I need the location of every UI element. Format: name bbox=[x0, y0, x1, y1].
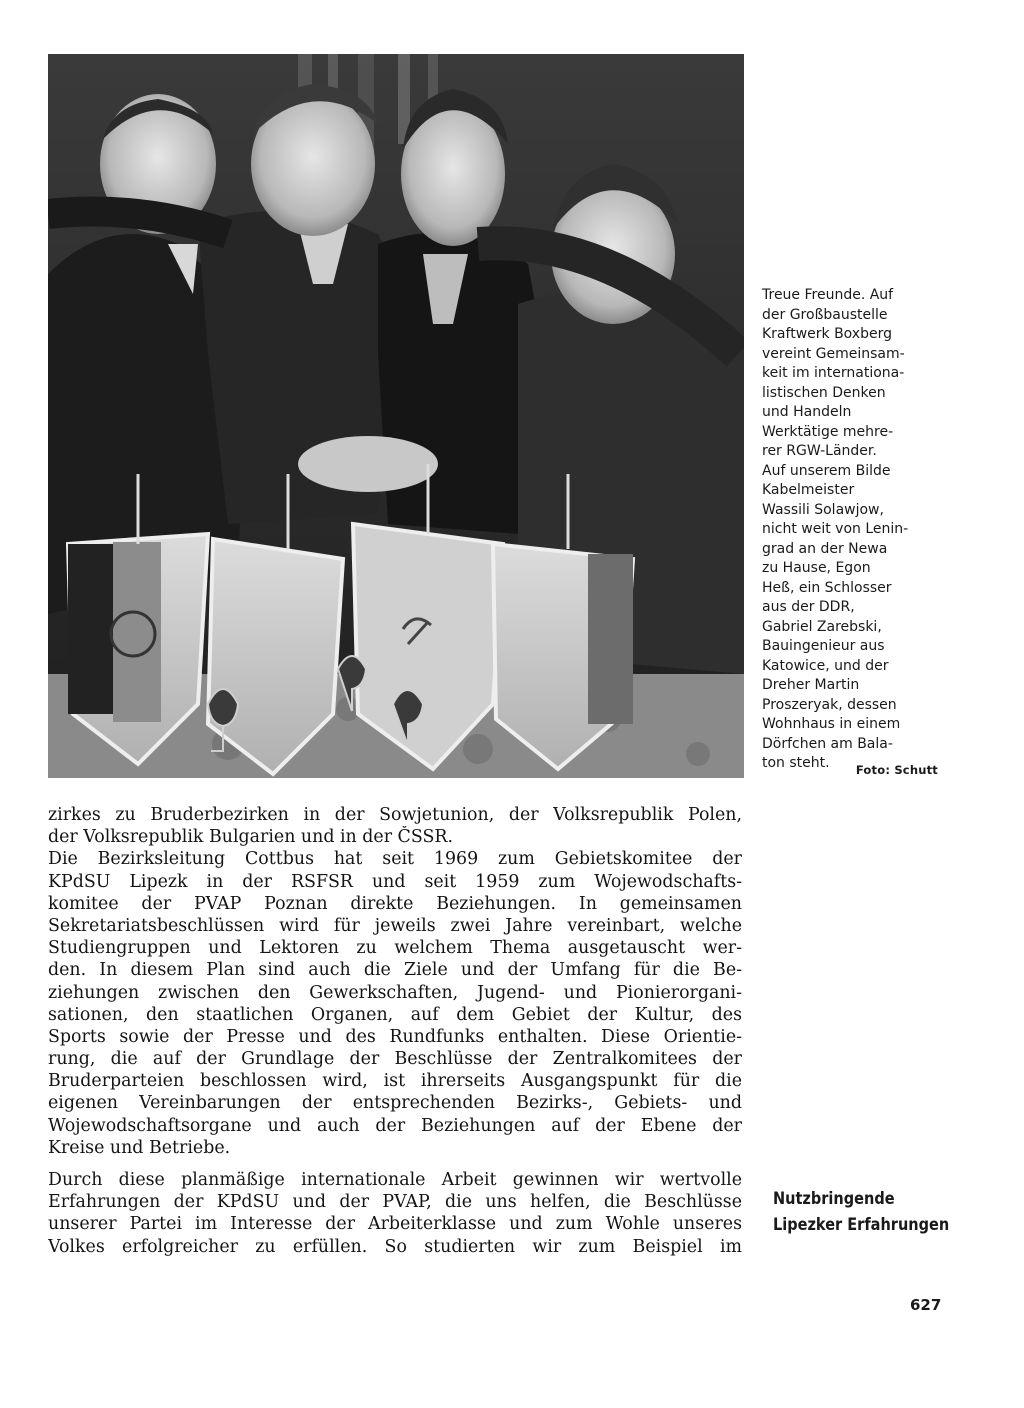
caption-line: vereint Gemeinsam- bbox=[762, 345, 905, 362]
text-line: Volkes erfolgreicher zu erfüllen. So studierten wir zum Beispiel im bbox=[48, 1236, 742, 1257]
photo-credit: Foto: Schutt bbox=[855, 763, 938, 777]
caption-line: Wohnhaus in einem bbox=[762, 716, 901, 732]
text-line: sationen, den staatlichen Organen, auf dem Gebiet der Kultur, des bbox=[48, 1004, 742, 1025]
text-line: der Volksrepublik Bulgarien und in der ČSSR. bbox=[48, 827, 453, 848]
text-line: rung, die auf der Grundlage der Beschlüsse der Zentralkomitees der bbox=[48, 1049, 742, 1070]
text-line: Studiengruppen und Lektoren zu welchem Thema ausgetauscht wer- bbox=[48, 938, 742, 959]
text-line: ziehungen zwischen den Gewerkschaften, Jugend- und Pionierorgani- bbox=[48, 982, 742, 1003]
text-line: Bruderparteien beschlossen wird, ist ihrerseits Ausgangspunkt für die bbox=[48, 1071, 742, 1092]
caption-line: rer RGW-Länder. bbox=[762, 443, 877, 459]
caption-line: Proszeryak, dessen bbox=[762, 696, 897, 713]
article-body bbox=[48, 804, 742, 1258]
paragraph bbox=[48, 848, 742, 1159]
paragraph-gap bbox=[48, 1159, 742, 1169]
text-line: Die Bezirksleitung Cottbus hat seit 1969 zum Gebietskomitee der bbox=[48, 849, 742, 870]
text-line: Sekretariatsbeschlüssen wird für jeweils zwei Jahre vereinbart, welche bbox=[48, 915, 742, 936]
caption-line: ton steht. bbox=[762, 755, 830, 771]
caption-line: Gabriel Zarebski, bbox=[762, 618, 882, 635]
text-line: Durch diese planmäßige internationale Arbeit gewinnen wir wertvolle bbox=[48, 1170, 742, 1190]
text-line: zirkes zu Bruderbezirken in der Sowjetunion, der Volksrepublik Polen, bbox=[48, 805, 742, 825]
caption-line: und Handeln bbox=[762, 404, 852, 420]
photograph bbox=[48, 54, 744, 778]
caption-line: Dörfchen am Bala- bbox=[762, 735, 893, 752]
caption-line: listischen Denken bbox=[762, 384, 886, 401]
caption-line: der Großbaustelle bbox=[762, 306, 888, 323]
text-line: KPdSU Lipezk in der RSFSR und seit 1959 zum Wojewodschafts- bbox=[48, 871, 742, 892]
caption-line: Kraftwerk Boxberg bbox=[762, 326, 892, 342]
caption-line: aus der DDR, bbox=[762, 599, 855, 615]
photograph-image bbox=[48, 54, 744, 778]
caption-line: zu Hause, Egon bbox=[762, 560, 871, 576]
text-line: eigenen Vereinbarungen der entsprechenden Bezirks-, Gebiets- und bbox=[48, 1093, 742, 1114]
caption-line: Auf unserem Bilde bbox=[762, 462, 891, 479]
caption-line: Werktätige mehre- bbox=[762, 423, 894, 440]
side-heading bbox=[773, 1186, 949, 1238]
text-line: komitee der PVAP Poznan direkte Beziehungen. In gemeinsamen bbox=[48, 893, 742, 914]
text-line: den. In diesem Plan sind auch die Ziele und der Umfang für die Be- bbox=[48, 960, 742, 981]
caption-line: Wassili Solawjow, bbox=[762, 501, 884, 518]
page-number: 627 bbox=[910, 1296, 942, 1314]
caption-line: Heß, ein Schlosser bbox=[762, 579, 892, 596]
caption-line: Katowice, und der bbox=[762, 657, 889, 674]
text-line: Kreise und Betriebe. bbox=[48, 1137, 231, 1158]
caption-line: keit im internationa- bbox=[762, 365, 905, 381]
paragraph bbox=[48, 804, 742, 848]
paragraph bbox=[48, 1169, 742, 1258]
caption-line: Treue Freunde. Auf bbox=[762, 287, 894, 303]
caption-line: nicht weit von Lenin- bbox=[762, 521, 909, 537]
text-line: unserer Partei im Interesse der Arbeiterklasse und zum Wohle unseres bbox=[48, 1214, 742, 1235]
side-heading-line: Lipezker Erfahrungen bbox=[773, 1215, 950, 1234]
photo-caption bbox=[762, 286, 940, 774]
text-line: Sports sowie der Presse und des Rundfunks enthalten. Diese Orientie- bbox=[48, 1026, 742, 1047]
caption-line: Bauingenieur aus bbox=[762, 638, 885, 654]
text-line: Erfahrungen der KPdSU und der PVAP, die uns helfen, die Beschlüsse bbox=[48, 1192, 742, 1213]
side-heading-line: Nutzbringende bbox=[773, 1189, 895, 1208]
caption-line: grad an der Newa bbox=[762, 540, 888, 557]
caption-line: Kabelmeister bbox=[762, 482, 855, 498]
caption-line: Dreher Martin bbox=[762, 677, 860, 693]
text-line: Wojewodschaftsorgane und auch der Beziehungen auf der Ebene der bbox=[48, 1115, 742, 1136]
